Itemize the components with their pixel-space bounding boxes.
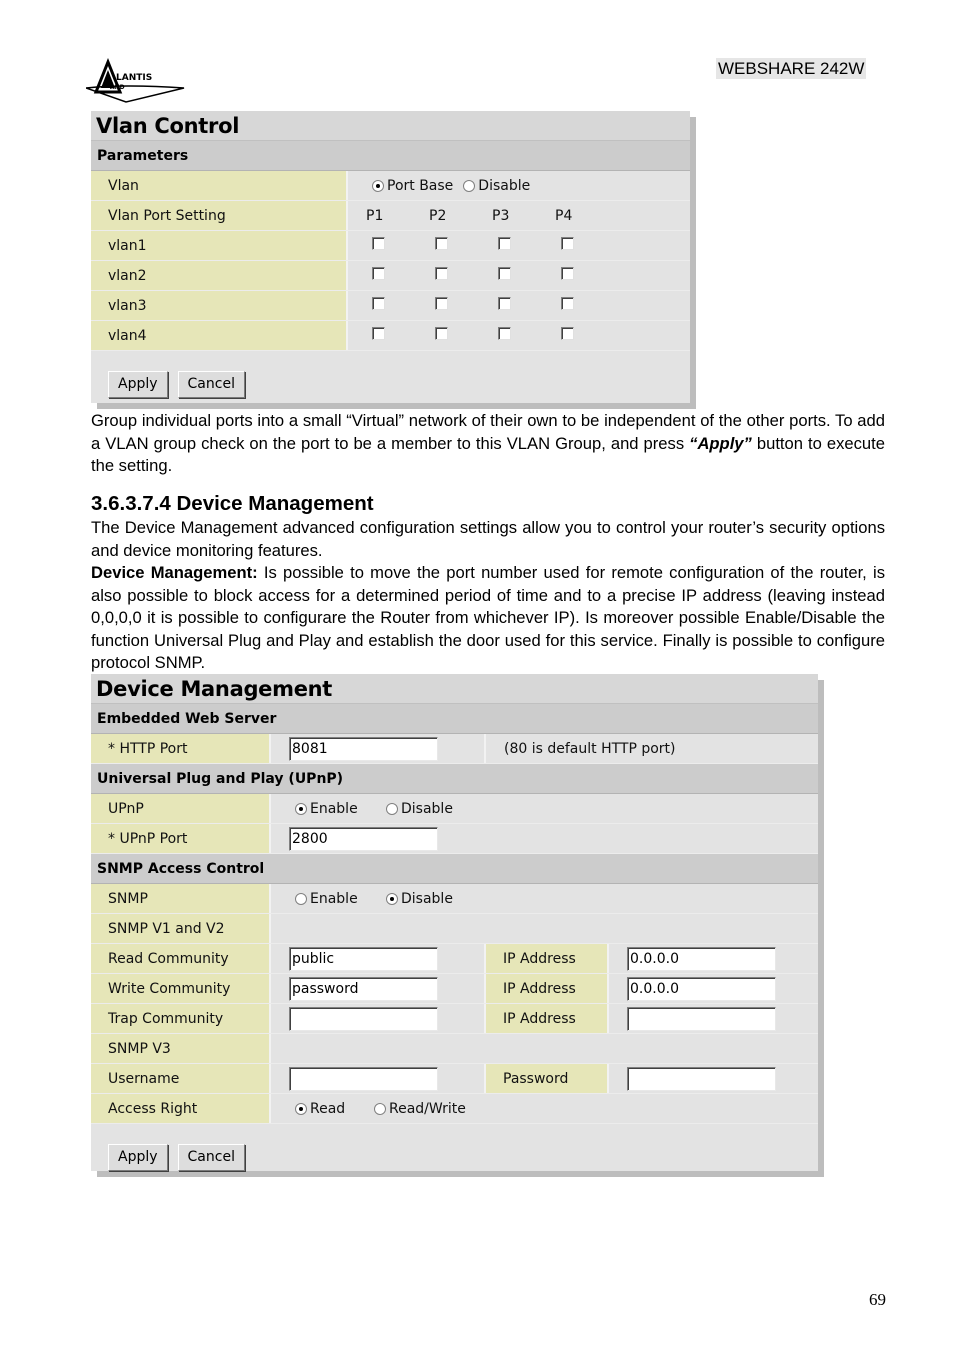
device-management-panel [91,674,818,1171]
access-readwrite-label: Read/Write [389,1100,466,1117]
dm-description [91,562,885,675]
vlan1-label: vlan1 [91,231,348,260]
write-community-label: Write Community [91,974,271,1003]
upnp-section: Universal Plug and Play (UPnP) [91,764,818,794]
vlan-button-bar [91,351,690,401]
vlan-port-base-label: Port Base [387,177,454,194]
parameters-section: Parameters [91,141,690,171]
vlan3-row [91,291,690,321]
vlan1-p4-checkbox[interactable] [561,237,574,250]
vlan3-p4-checkbox[interactable] [561,297,574,310]
access-right-label: Access Right [91,1094,271,1123]
read-ip-label: IP Address [486,944,609,973]
vlan3-p2-checkbox[interactable] [435,297,448,310]
trap-community-input[interactable] [289,1007,438,1031]
username-label: Username [91,1064,271,1093]
upnp-enable-radio[interactable] [295,803,307,815]
product-name: WEBSHARE 242W [718,59,865,78]
port-header-p3: P3 [492,207,510,224]
vlan-apply-button[interactable]: Apply [108,371,168,398]
upnp-port-row [91,824,818,854]
vlan-mode-row [91,171,690,201]
write-community-input[interactable]: password [289,977,438,1001]
snmp-row [91,884,818,914]
snmp-enable-radio[interactable] [295,893,307,905]
snmp-enable-label: Enable [310,890,358,907]
snmp-section: SNMP Access Control [91,854,818,884]
vlan3-p1-checkbox[interactable] [372,297,385,310]
dm-description-text: Is possible to move the port number used for remote configuration of the router, is also possible to block access for a determined period of time and to a precise IP address (leaving instead 0,0,0,0 it is possible to configurare the Router from whichever IP). Is moreover possible Enable/Disable the function Universal Plug and Play and establish the door used for this service. Finally is possible to configure protocol SNMP. [91,563,885,672]
embedded-web-server-section: Embedded Web Server [91,704,818,734]
upnp-port-input[interactable]: 2800 [289,827,438,851]
vlan3-p3-checkbox[interactable] [498,297,511,310]
dm-description-bold: Device Management: [91,563,258,582]
vlan2-p2-checkbox[interactable] [435,267,448,280]
access-right-row [91,1094,818,1124]
access-read-radio[interactable] [295,1103,307,1115]
port-header-p1: P1 [366,207,384,224]
username-row [91,1064,818,1094]
access-read-label: Read [310,1100,346,1117]
vlan1-p2-checkbox[interactable] [435,237,448,250]
write-ip-input[interactable]: 0.0.0.0 [627,977,776,1001]
vlan-port-setting-label: Vlan Port Setting [91,201,348,230]
vlan-label: Vlan [91,171,348,200]
vlan-port-setting-row [91,201,690,231]
username-input[interactable] [289,1067,438,1091]
vlan-description-text: Group individual ports into a small “Virtual” network of their own to be independent of the other ports. To add a VLAN group check on the port to be a member to this VLAN Group, and press [91,411,885,453]
vlan4-p1-checkbox[interactable] [372,327,385,340]
vlan-cancel-button[interactable]: Cancel [178,371,245,398]
dm-button-bar [91,1124,818,1174]
http-port-label: * HTTP Port [91,734,271,763]
snmp-v1v2-label: SNMP V1 and V2 [91,914,271,943]
http-port-note: (80 is default HTTP port) [486,734,818,763]
dm-apply-button[interactable]: Apply [108,1144,168,1171]
snmp-v1v2-row [91,914,818,944]
upnp-port-label: * UPnP Port [91,824,271,853]
vlan4-p2-checkbox[interactable] [435,327,448,340]
vlan-control-title: Vlan Control [91,111,690,141]
http-port-row [91,734,818,764]
vlan-description [91,410,885,478]
password-label: Password [486,1064,609,1093]
vlan-disable-label: Disable [478,177,531,194]
snmp-v3-row [91,1034,818,1064]
dm-cancel-button[interactable]: Cancel [178,1144,245,1171]
upnp-enable-label: Enable [310,800,358,817]
trap-community-label: Trap Community [91,1004,271,1033]
upnp-label: UPnP [91,794,271,823]
vlan4-p4-checkbox[interactable] [561,327,574,340]
trap-ip-input[interactable] [627,1007,776,1031]
vlan-control-panel [91,111,690,403]
upnp-disable-radio[interactable] [386,803,398,815]
read-community-row [91,944,818,974]
read-community-label: Read Community [91,944,271,973]
section-heading: 3.6.3.7.4 Device Management [91,492,374,515]
vlan2-p1-checkbox[interactable] [372,267,385,280]
trap-ip-label: IP Address [486,1004,609,1033]
vlan-disable-radio[interactable] [463,180,475,192]
vlan4-label: vlan4 [91,321,348,350]
snmp-label: SNMP [91,884,271,913]
vlan3-label: vlan3 [91,291,348,320]
vlan-description-text-end: button to execute the setting. [91,433,885,475]
vlan2-row [91,261,690,291]
read-community-input[interactable]: public [289,947,438,971]
http-port-input[interactable]: 8081 [289,737,438,761]
write-ip-label: IP Address [486,974,609,1003]
dm-intro: The Device Management advanced configuration settings allow you to control your router’s security options and device monitoring features. [91,518,885,560]
svg-text:LANTIS: LANTIS [116,73,153,83]
apply-emphasis: “Apply” [689,433,752,453]
svg-text:AND: AND [110,84,125,91]
vlan-port-base-radio[interactable] [372,180,384,192]
atlantis-logo [86,58,186,104]
snmp-disable-label: Disable [401,890,453,907]
vlan4-p3-checkbox[interactable] [498,327,511,340]
page-number: 69 [869,1290,886,1309]
access-readwrite-radio[interactable] [374,1103,386,1115]
vlan1-row [91,231,690,261]
password-input[interactable] [627,1067,776,1091]
device-management-title: Device Management [91,674,818,704]
port-header-p2: P2 [429,207,447,224]
vlan1-p3-checkbox[interactable] [498,237,511,250]
snmp-disable-radio[interactable] [386,893,398,905]
upnp-disable-label: Disable [401,800,453,817]
vlan1-p1-checkbox[interactable] [372,237,385,250]
port-header-p4: P4 [555,207,573,224]
snmp-v3-label: SNMP V3 [91,1034,271,1063]
write-community-row [91,974,818,1004]
trap-community-row [91,1004,818,1034]
upnp-row [91,794,818,824]
read-ip-input[interactable]: 0.0.0.0 [627,947,776,971]
vlan2-label: vlan2 [91,261,348,290]
vlan2-p4-checkbox[interactable] [561,267,574,280]
vlan4-row [91,321,690,351]
vlan2-p3-checkbox[interactable] [498,267,511,280]
